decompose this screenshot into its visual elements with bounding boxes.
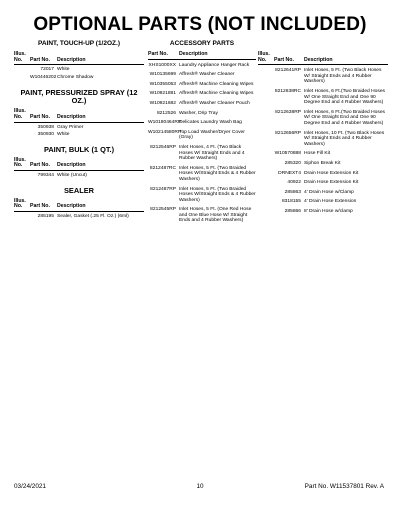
part-number: W10355053 [149,81,176,87]
table-row: 799344 White (Uncut) [37,172,87,178]
table-row [148,207,256,224]
part-number: W10135699 [149,72,176,78]
part-number: 285863 [284,189,301,195]
footer-date: 03/24/2021 [14,483,46,490]
part-description: Affresh® Washer Cleaner [179,72,235,78]
part-number: 8212487RP [150,186,176,192]
part-number: 8212641RP [275,68,301,74]
part-number: DRNEXT4 [278,170,301,176]
part-number: 285320 [284,160,301,166]
section-title: PAINT, BULK (1 QT.) [43,144,115,154]
table-row: 350938 Gray Primer [37,124,84,130]
table-row: 350930 White [37,132,70,138]
table-row [148,63,256,69]
table-row: W10446202 Chrome Shadow [30,74,94,80]
table-row [258,68,388,85]
table-row [148,145,256,162]
table-row [258,110,388,127]
part-number: 285866 [284,208,301,214]
accessory-parts-column [148,40,256,224]
part-number: 8212638RP [275,109,301,115]
section-title: SEALER [64,185,94,195]
part-description: Inlet Hoses, 5 Ft. (One Red Hose and One Blue Hose W/ Straight Ends and 4 Rubber Washers) [179,207,252,224]
page-title: OPTIONAL PARTS (NOT INCLUDED) [33,14,367,35]
part-description: Inlet Hoses, 5 Ft. (Two Braided Hoses W/Straight Ends & 4 Rubber Washers) [179,186,256,203]
part-description: Drain Hose Extension Kit [304,170,359,176]
table-header: Part No. Description [148,52,256,60]
table-header: Illus. No. Part No. Description [14,52,144,65]
table-row [258,171,388,177]
table-row [148,120,256,126]
table-row [148,72,256,78]
part-description: Inlet Hoses, 5 Ft. (Two Black Hoses W/ Straight Ends and 4 Rubber Washers) [304,68,382,85]
part-number: XHS1000XX [148,62,176,68]
part-description: Inlet Hoses, 5 Ft. (Two Braided Hoses W/Straight Ends & 4 Rubber Washers) [179,165,256,182]
part-number: 40922 [287,180,301,186]
part-description: Hose Fill Kit [304,151,331,157]
part-description: Inlet Hoses, 6 Ft.(Two Braided Hoses W/ One Straight End and One 90 Degree End and 4 Rubber Washers) [304,109,386,126]
part-description: Delicates Laundry Wash Bag [179,120,242,126]
table-row [148,82,256,88]
table-row: 285195 Sealer, Gasket (.25 Fl. Oz.) (6ml) [37,213,129,219]
section-title: PAINT, PRESSURIZED SPRAY (12 OZ.) [20,88,138,106]
footer-part-number: Part No. W11537801 Rev. A [304,483,384,490]
table-header: Illus. No. Part No. Description [14,199,144,212]
table-row: 72017 White [40,67,70,73]
part-number: 8212656RP [275,130,301,136]
part-description: Drain Hose Extension Kit [304,180,359,186]
part-description: Inlet Hoses, 10 Ft. (Two Black Hoses W/ Straight Ends and 4 Rubber Washers) [304,130,385,147]
part-description: 4' Drain Hose w/Clamp [304,189,354,195]
table-header: Illus. No. Part No. Description [258,52,388,65]
part-number: W10214580RP [148,129,182,135]
part-description: 4' Drain Hose Extension [304,199,357,205]
part-number: W10180464RP [148,120,182,126]
part-number: W10921881 [149,91,176,97]
part-description: Washer, Drip Tray [179,110,218,116]
accessory-rows [148,63,256,224]
section-title-spacer [258,40,388,48]
part-number: 8212638RC [274,88,301,94]
accessory-parts-column-continued [258,40,388,214]
footer-page-number: 10 [196,483,204,490]
part-description: Inlet Hoses, 4 Ft. (Two Black Hoses W/ Straight Ends and 4 Rubber Washers) [179,144,245,162]
table-row [148,101,256,107]
table-row [258,180,388,186]
part-description: Affresh® Machine Cleaning Wipes [179,81,254,87]
table-row [258,161,388,167]
table-row [258,131,388,148]
part-description: Siphon Break Kit [304,160,341,166]
table-header: Illus. No. Part No. Description [14,109,144,122]
part-number: W10921682 [149,100,176,106]
accessory-rows-continued [258,68,388,214]
table-row [148,166,256,183]
table-row [258,199,388,205]
part-number: W10570888 [274,151,301,157]
section-title: ACCESSORY PARTS [169,40,235,47]
table-row [258,190,388,196]
table-row [258,151,388,157]
table-header: Illus. No. Part No. Description [14,158,144,171]
part-description: Top Load Washer/Dryer Cover (Gray) [179,129,245,141]
part-number: 8212546RP [150,144,176,150]
part-description: Affresh® Machine Cleaning Wipes [179,91,254,97]
table-row [258,89,388,106]
part-number: 8212526 [156,110,176,116]
part-number: 8212545RP [150,207,176,213]
part-description: Affresh® Washer Cleaner Pouch [179,100,250,106]
table-row [148,130,256,141]
part-description: Laundry Appliance Hanger Rack [179,62,250,68]
paint-sealer-column [14,40,144,219]
part-number: 8318155 [281,199,301,205]
table-row [148,187,256,204]
table-row [148,91,256,97]
part-description: Inlet Hoses, 6 Ft.(Two Braided Hoses W/ One Straight End and One 90 Degree End and 4 Rubber Washers) [304,88,386,106]
table-row [148,111,256,117]
section-title: PAINT, TOUCH-UP (1/2OZ.) [38,40,120,47]
part-description: 8' Drain Hose w/clamp [304,208,353,214]
table-row [258,209,388,215]
part-number: 8212487RC [149,165,176,171]
